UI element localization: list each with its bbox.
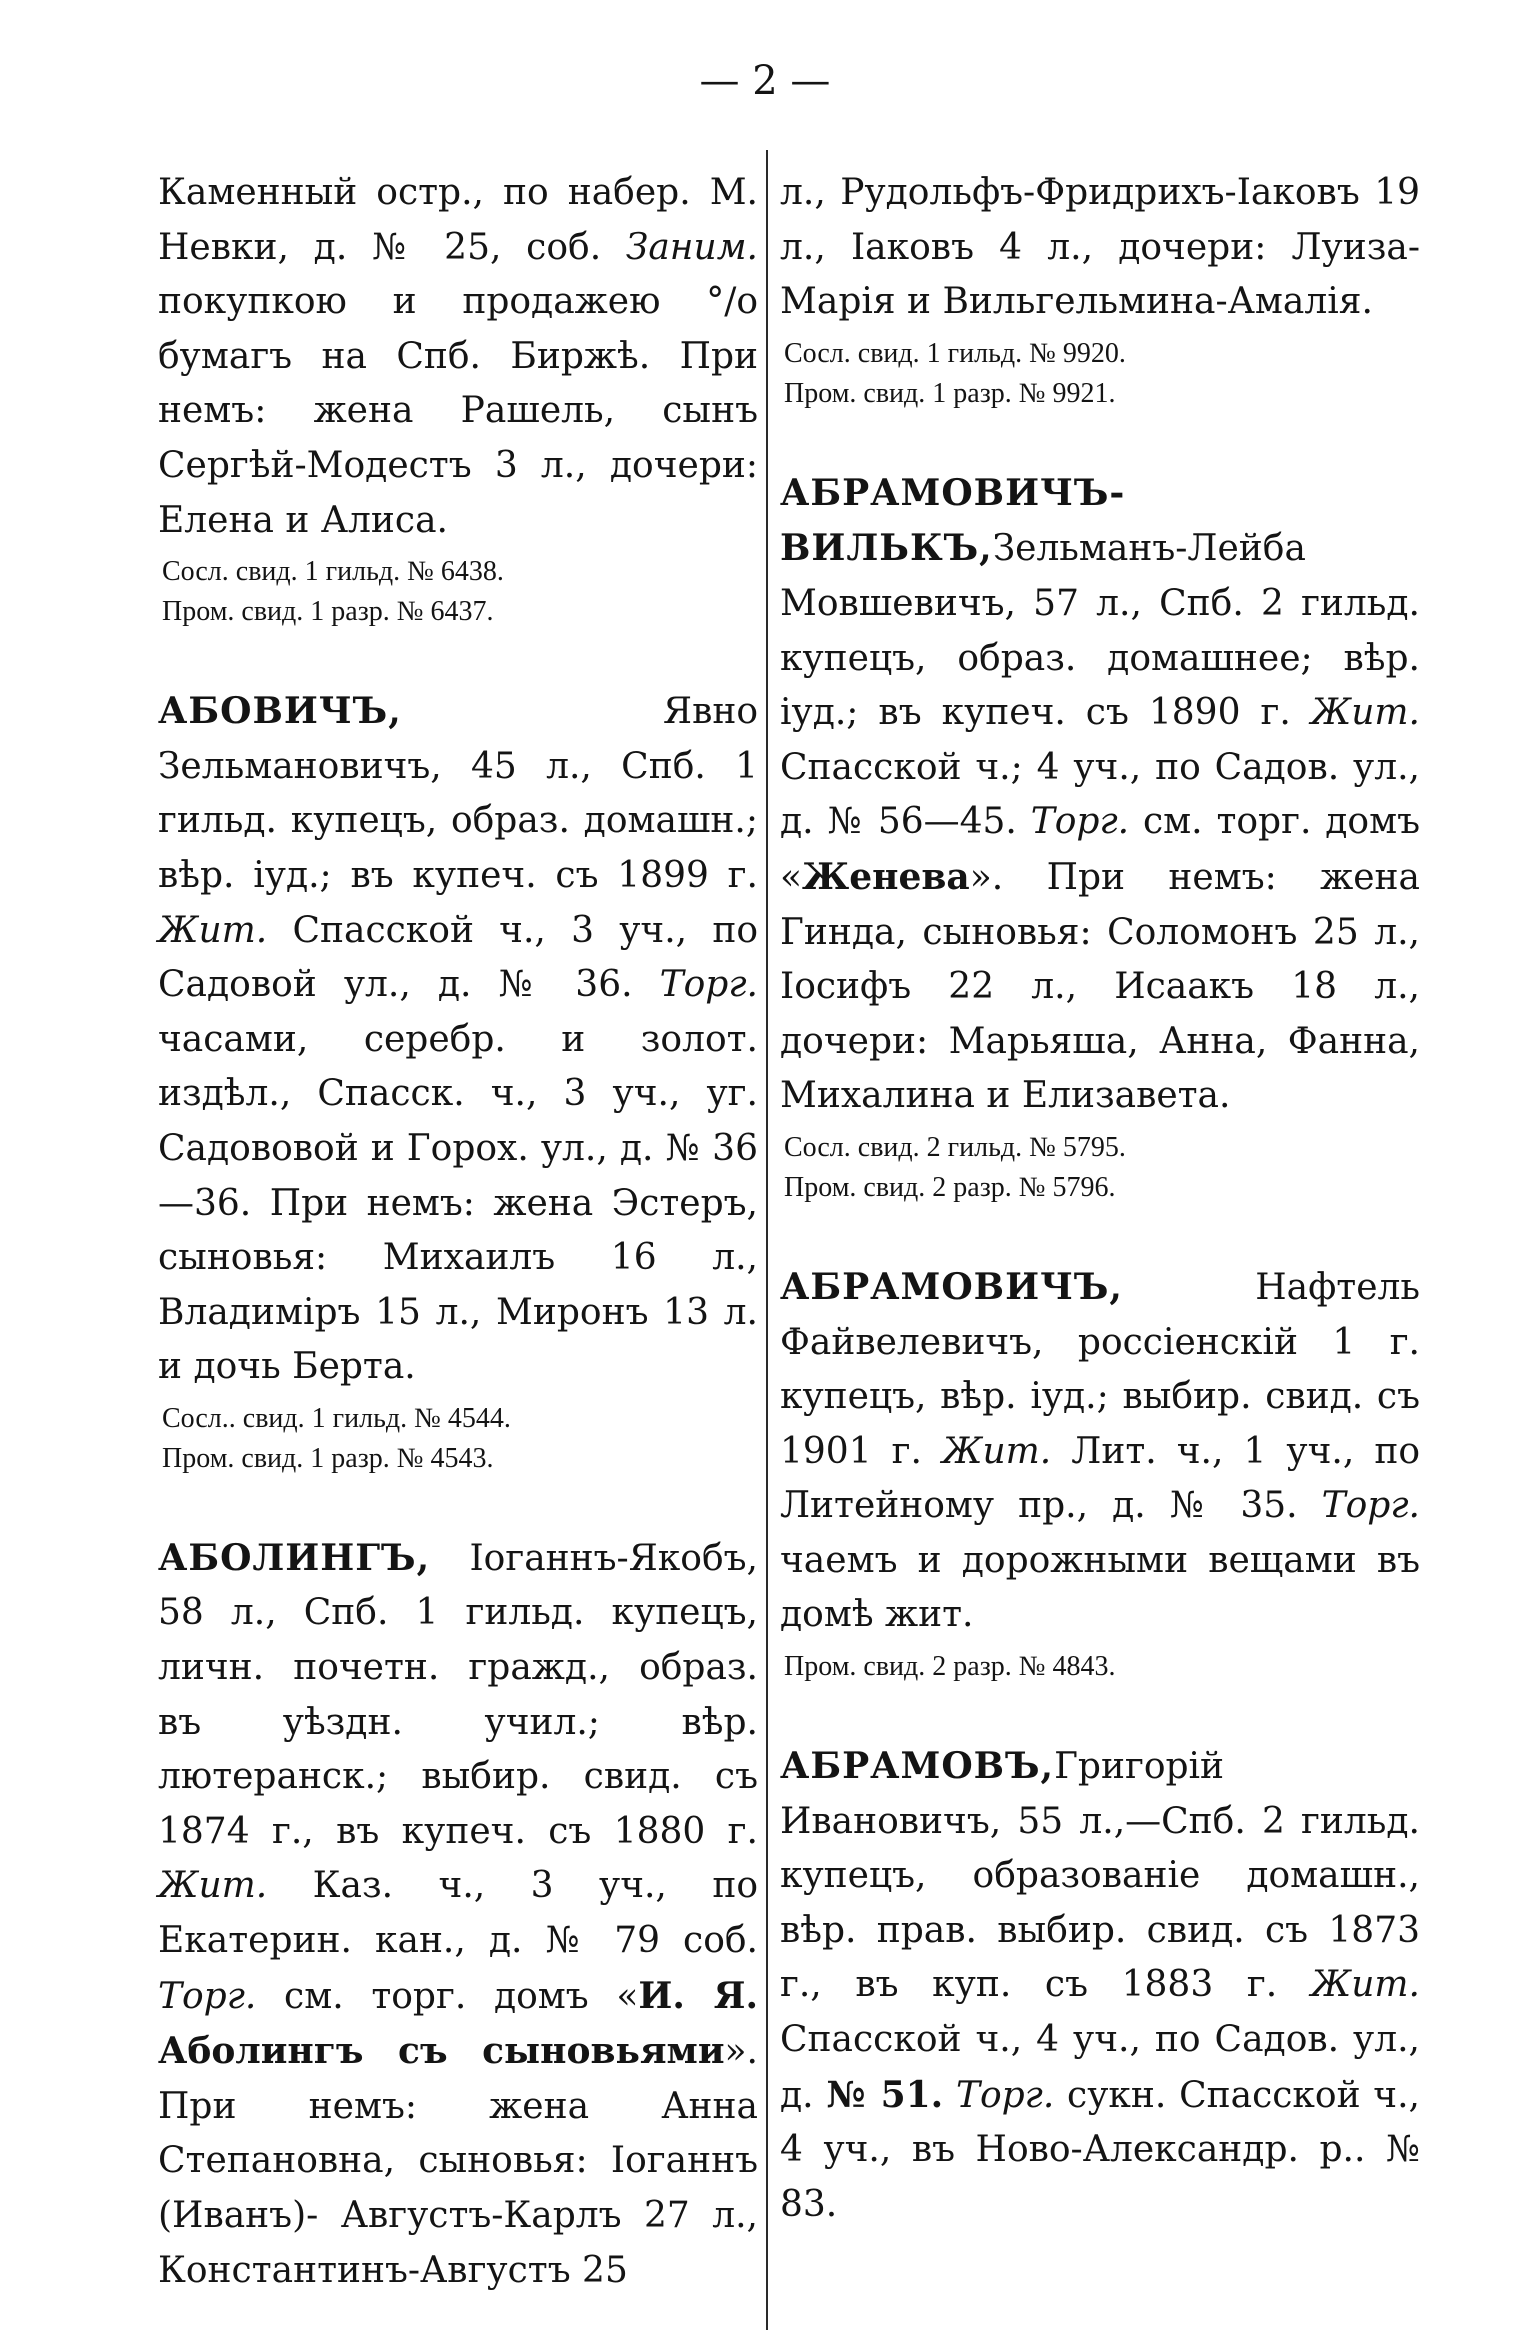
entry-surname: АБРАМОВИЧЪ-ВИЛЬКЪ, [780, 471, 1126, 570]
certificate-line: Сосл.. свид. 1 гильд. № 4544. [162, 1402, 511, 1434]
column-divider [766, 150, 768, 2330]
certificate-line: Пром. свид. 2 разр. № 5796. [784, 1171, 1116, 1203]
entry-text: АБОВИЧЪ, Явно Зельмановичъ, 45 л., Спб. 1 гильд. купецъ, образ. домашн.; вѣр. iуд.; въ купеч. съ 1899 г. Жит. Спасской ч., 3 уч., по Садовой ул., д. № 36. Торг. часами, серебр. и золот. издѣл., Спасск. ч., 3 уч., уг. Садововой и Горох. ул., д. № 36—36. При немъ: жена Эстеръ, сыновья: Михаилъ 16 л., Владимiръ 15 л., Миронъ 13 л. и дочь Берта. [158, 690, 758, 1388]
certificate-line: Пром. свид. 2 разр. № 4843. [784, 1651, 1116, 1683]
entry-abramovich-vilk [780, 466, 1420, 1208]
entry-text: АБРАМОВЪ,Григорiй Ивановичъ, 55 л.,—Спб. 2 гильд. купецъ, образованiе домашн., вѣр. прав. выбир. свид. съ 1873 г., въ куп. съ 1883 г. Жит. Спасской ч., 4 уч., по Садов. ул., д. № 51. Торг. сукн. Спасской ч., 4 уч., въ Ново-Александр. р.. № 83. [780, 1745, 1420, 2225]
entry-surname: АБОЛИНГЪ, [158, 1536, 431, 1579]
left-column [158, 166, 758, 2350]
right-column [780, 166, 1420, 2284]
entry-text: АБРАМОВИЧЪ-ВИЛЬКЪ,Зельманъ-Лейба Мовшевичъ, 57 л., Спб. 2 гильд. купецъ, образ. домашнее; вѣр. iуд.; въ купеч. съ 1890 г. Жит. Спасской ч.; 4 уч., по Садов. ул., д. № 56—45. Торг. см. торг. домъ «Женева». При немъ: жена Гинда, сыновья: Соломонъ 25 л., Iосифъ 22 л., Исаакъ 18 л., дочери: Марьяша, Анна, Фанна, Михалина и Елизавета. [780, 471, 1421, 1117]
entry-abolings [158, 1531, 758, 2298]
certificate-line: Пром. свид. 1 разр. № 4543. [162, 1442, 494, 1474]
certificate-line: Сосл. свид. 1 гильд. № 6438. [162, 556, 504, 588]
entry-surname: АБОВИЧЪ, [158, 690, 402, 733]
entry-continuation-right [780, 166, 1420, 414]
page-number: — 2 — [699, 58, 831, 104]
entry-abovich [158, 684, 758, 1479]
entry-abramovich [780, 1260, 1420, 1687]
entry-surname: АБРАМОВИЧЪ, [780, 1265, 1123, 1308]
entry-text: Каменный остр., по набер. М. Невки, д. № 25, соб. Заним. покупкою и продажею °/о бумагъ на Спб. Биржѣ. При немъ: жена Рашель, сынъ Сергѣй-Модестъ 3 л., дочери: Елена и Алиса. [158, 172, 758, 541]
entry-continuation-left [158, 166, 758, 632]
entry-text: АБРАМОВИЧЪ, Нафтель Файвелевичъ, россiенскiй 1 г. купецъ, вѣр. iуд.; выбир. свид. съ 1901 г. Жит. Лит. ч., 1 уч., по Литейному пр., д. № 35. Торг. чаемъ и дорожными вещами въ домѣ жит. [780, 1265, 1420, 1636]
certificate-line: Сосл. свид. 2 гильд. № 5795. [784, 1131, 1126, 1163]
entry-text: л., Рудольфъ-Фридрихъ-Iаковъ 19 л., Iаковъ 4 л., дочери: Луиза-Марiя и Вильгельмина-Амалiя. [780, 172, 1420, 323]
entry-surname: АБРАМОВЪ, [780, 1745, 1055, 1788]
entry-abramov [780, 1739, 1420, 2232]
certificate-line: Пром. свид. 1 разр. № 6437. [162, 596, 494, 628]
certificate-line: Пром. свид. 1 разр. № 9921. [784, 377, 1116, 409]
certificate-line: Сосл. свид. 1 гильд. № 9920. [784, 337, 1126, 369]
entry-text: АБОЛИНГЪ, Iоганнъ-Якобъ, 58 л., Спб. 1 гильд. купецъ, личн. почетн. гражд., образ. въ уѣздн. учил.; вѣр. лютеранск.; выбир. свид. съ 1874 г., въ купеч. съ 1880 г. Жит. Каз. ч., 3 уч., по Екатерин. кан., д. № 79 соб. Торг. см. торг. домъ «И. Я. Аболингъ съ сыновьями». При немъ: жена Анна Степановна, сыновья: Iоганнъ (Иванъ)- Августъ-Карлъ 27 л., Константинъ-Августъ 25 [158, 1536, 758, 2291]
